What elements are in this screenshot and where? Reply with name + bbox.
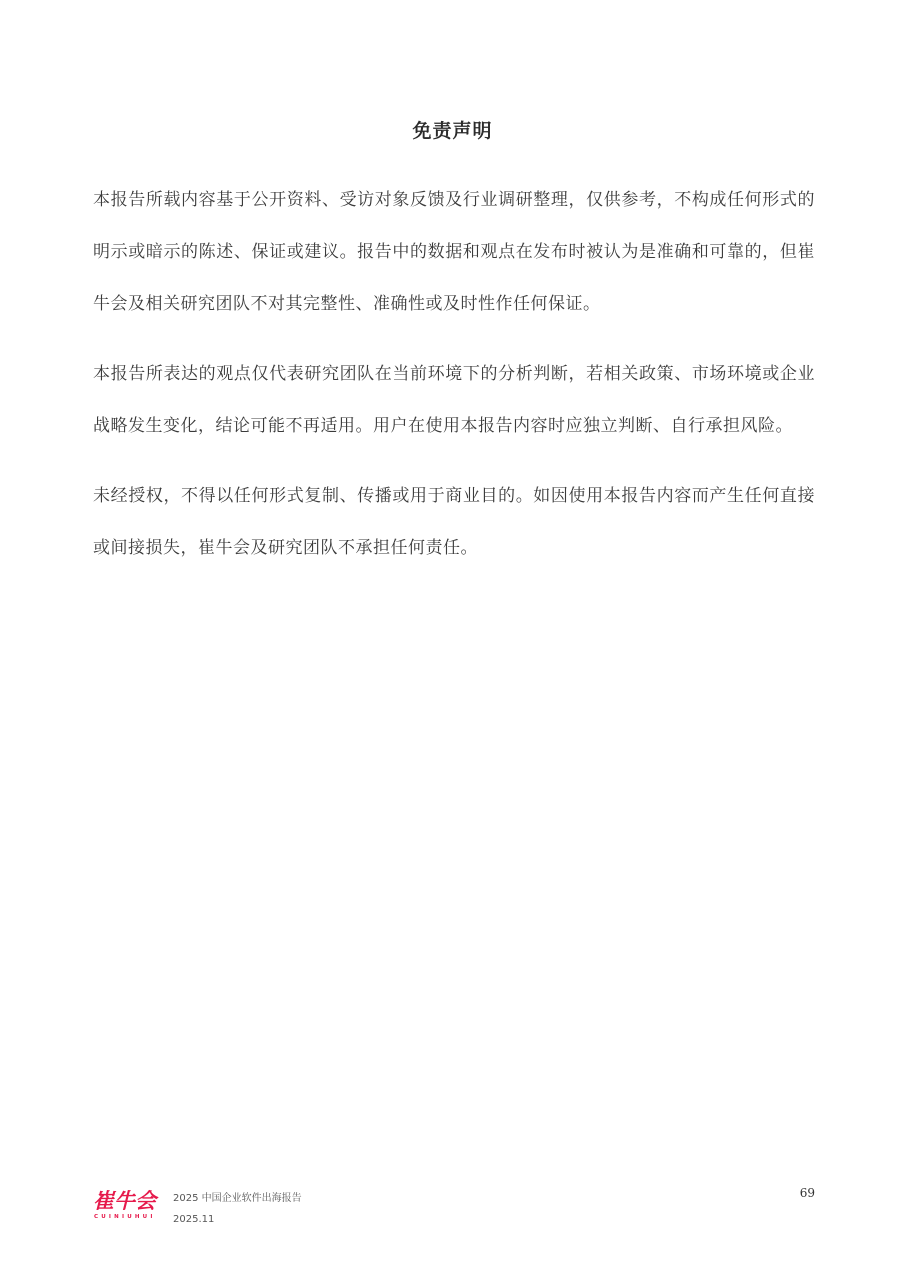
svg-text:CUINIUHUI: CUINIUHUI — [94, 1214, 156, 1220]
disclaimer-paragraph-2: 本报告所表达的观点仅代表研究团队在当前环境下的分析判断，若相关政策、市场环境或企业战略发生变化，结论可能不再适用。用户在使用本报告内容时应独立判断、自行承担风险。 — [93, 364, 815, 436]
disclaimer-paragraph-1: 本报告所载内容基于公开资料、受访对象反馈及行业调研整理，仅供参考，不构成任何形式的明示或暗示的陈述、保证或建议。报告中的数据和观点在发布时被认为是准确和可靠的，但崔牛会及相关研究团队不对其完整性、准确性或及时性作任何保证。 — [93, 190, 815, 314]
report-name: 2025 中国企业软件出海报告 — [173, 1193, 302, 1204]
page-title: 免责声明 — [412, 120, 493, 142]
disclaimer-paragraph-3: 未经授权，不得以任何形式复制、传播或用于商业目的。如因使用本报告内容而产生任何直接或间接损失，崔牛会及研究团队不承担任何责任。 — [93, 486, 815, 558]
disclaimer-body — [93, 174, 815, 592]
brand-logo — [93, 1186, 163, 1222]
footer-info — [173, 1188, 302, 1230]
page-footer — [93, 1186, 815, 1226]
page-number: 69 — [799, 1186, 815, 1200]
svg-text:崔牛会: 崔牛会 — [93, 1189, 156, 1213]
report-date: 2025.11 — [173, 1214, 215, 1225]
